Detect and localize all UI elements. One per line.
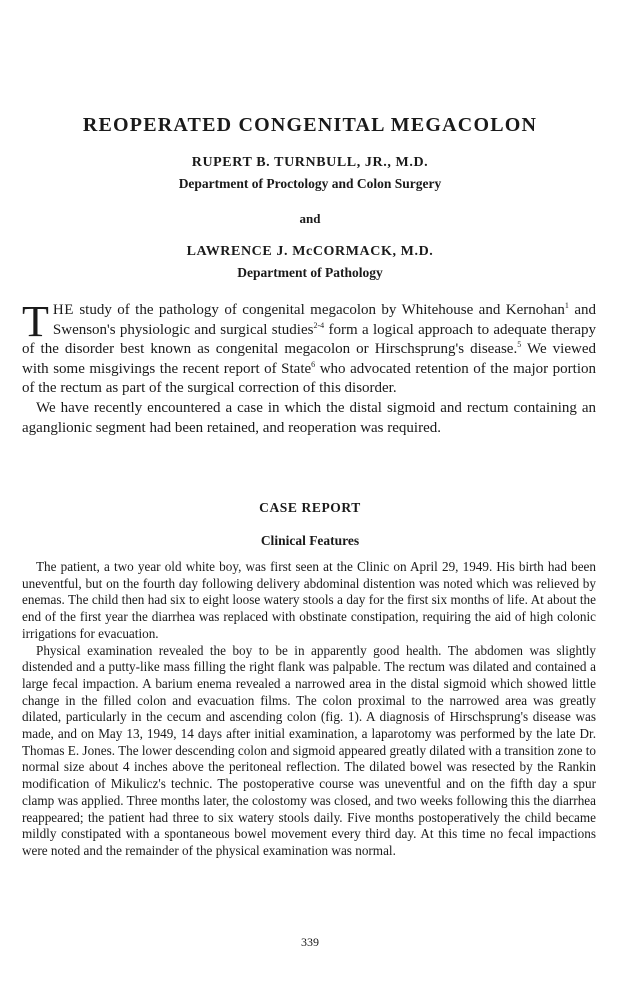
reference-marker: 2-4 [313,320,325,330]
case-paragraph-1: The patient, a two year old white boy, was first seen at the Clinic on April 29, 1949. His birth had been uneventful, but on the fourth day following delivery abdominal distention was noted which was relieved by enemas. The child then had six to eight loose watery stools a day for the first six months of life. At about the end of the first year the diarrhea was replaced with obstinate constipation, requiring the aid of high colonic irrigations for evacuation. [22,559,596,641]
author-1: RUPERT B. TURNBULL, JR., M.D. [191,155,429,170]
reference-marker: 1 [564,301,569,310]
intro-paragraph-2: We have recently encountered a case in which the distal sigmoid and rectum containing an aganglionic segment had been retained, and reoperation was required. [22,399,596,436]
introduction [22,297,597,438]
drop-cap: T [22,297,49,346]
author-2: LAWRENCE J. McCORMACK, M.D. [186,244,434,259]
reference-marker: 5 [517,340,522,350]
intro-paragraph-1 [22,297,597,399]
intro-text-d: We viewed with some misgivings the recent report of State [22,341,596,377]
reference-marker: 6 [311,359,316,369]
intro-text-e: who advocated retention of the major portion of the rectum as part of the surgical correction of this disorder. [22,360,596,397]
intro-text-a: study of the pathology of congenital megacolon by Whitehouse and Kernohan [73,302,565,318]
case-paragraph-2: Physical examination revealed the boy to be in apparently good health. The abdomen was slightly distended and a putty-like mass filling the right flank was palpable. The rectum was dilated and contained a large fecal impaction. A barium enema revealed a narrowed area in the distal sigmoid which showed little change in the filled colon and evacuation films. The colon proximal to the narrowed area was greatly dilated, particularly in the cecum and ascending colon (fig. 1). A diagnosis of Hirschsprung's disease was made, and on May 13, 1949, 14 days after initial examination, a laparotomy was performed by the late Dr. Thomas E. Jones. The lower descending colon and sigmoid appeared greatly dilated with a transition zone to normal size about 4 inches above the peritoneal reflection. The dilated bowel was resected by the Rankin modification of Mikulicz's technic. The postoperative course was uneventful and on the fifth day a spur clamp was applied. Three months later, the colostomy was closed, and two weeks following this the diarrhea reappeared; the patient had three to six watery stools daily. Five months postoperatively the child became mildly constipated with a spontaneous bowel movement every third day. At this time no fecal impactions were noted and the remainder of the physical examination was normal. [22,642,596,858]
author-1-department: Department of Proctology and Colon Surgery [178,176,442,191]
author-2-department: Department of Pathology [237,265,383,280]
intro-text-c: form a logical approach to adequate therapy of the disorder best known as congenital megacolon or Hirschsprung's disease. [22,321,597,358]
subsection-heading: Clinical Features [260,533,360,548]
case-report-body [22,559,596,860]
page-number: 339 [301,935,319,949]
article-title: REOPERATED CONGENITAL MEGACOLON [82,114,538,136]
author-conjunction: and [299,211,321,226]
intro-text-b: and Swenson's physiologic and surgical studies [52,302,596,338]
intro-lead-word: HE [52,302,74,318]
section-heading: CASE REPORT [259,500,361,515]
